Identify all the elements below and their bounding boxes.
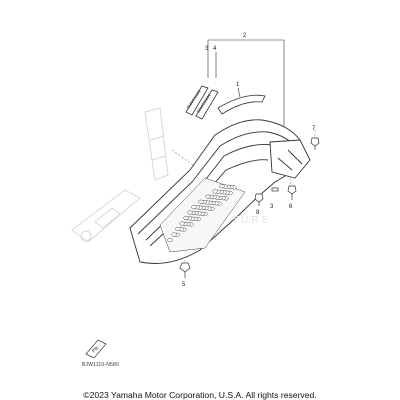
graphic-strip bbox=[218, 95, 265, 114]
grille-hole bbox=[168, 238, 173, 242]
callout-4: 4 bbox=[213, 46, 217, 52]
bolt-5 bbox=[180, 263, 190, 278]
decal-strips bbox=[186, 86, 218, 119]
callout-2: 2 bbox=[243, 33, 247, 39]
grille-hole bbox=[188, 211, 193, 215]
bolt-7 bbox=[311, 138, 319, 150]
fr-label: FR bbox=[91, 345, 101, 355]
fr-direction-badge bbox=[86, 340, 106, 358]
nut-3 bbox=[272, 188, 278, 191]
bolt-8 bbox=[255, 194, 263, 206]
bolt-6 bbox=[288, 186, 296, 200]
callout-6: 6 bbox=[289, 204, 293, 210]
grille-hole bbox=[176, 227, 181, 231]
callout-5: 5 bbox=[182, 282, 186, 288]
grille-hole bbox=[206, 195, 211, 199]
grille-hole bbox=[199, 200, 204, 204]
grille-hole bbox=[184, 216, 189, 220]
grille-hole bbox=[220, 184, 225, 188]
grille-hole bbox=[180, 222, 185, 226]
diagram-reference-code: BJW1110-N580 bbox=[82, 362, 119, 368]
callout-8: 8 bbox=[256, 210, 260, 216]
copyright-notice: ©2023 Yamaha Motor Corporation, U.S.A. All rights reserved. bbox=[83, 390, 317, 400]
callout-1: 1 bbox=[236, 82, 240, 88]
callout-7: 7 bbox=[312, 126, 316, 132]
grille-hole bbox=[213, 190, 218, 194]
callout-3: 3 bbox=[205, 46, 209, 52]
grille-hole bbox=[192, 205, 197, 209]
callout-3b: 3 bbox=[270, 204, 274, 210]
grille-hole bbox=[172, 233, 177, 237]
watermark-text: TURE bbox=[232, 215, 272, 226]
